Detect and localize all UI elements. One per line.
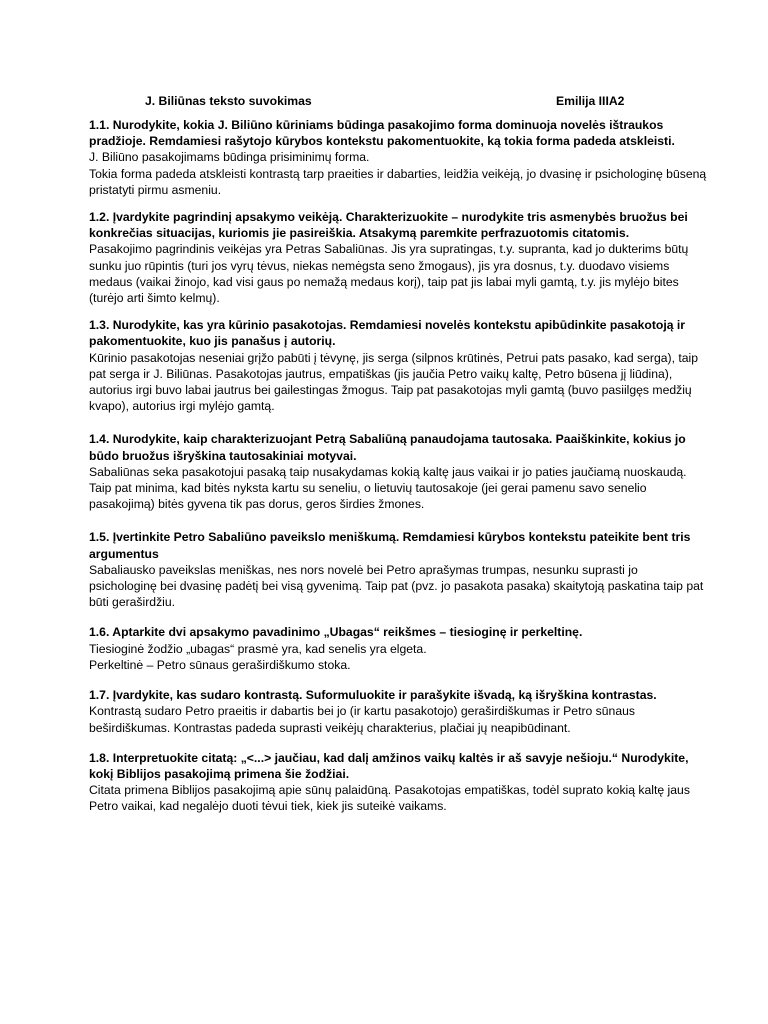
question-block-1-7	[89, 687, 708, 736]
answer-text: Perkeltinė – Petro sūnaus geraširdiškumo stoka.	[89, 657, 351, 672]
question-text: 1.3. Nurodykite, kas yra kūrinio pasakotojas. Remdamiesi novelės kontekstu apibūdinkite pasakotoją ir pakomentuokite, kuo jis panašus į autorių.	[89, 318, 686, 349]
question-text: 1.2. Įvardykite pagrindinį apsakymo veikėją. Charakterizuokite – nurodykite tris asmenybės bruožus bei konkrečias situacijas, kuriomis jie pasireiškia. Atsakymą paremkite perfrazuotomis citatomis.	[89, 210, 688, 241]
question-block-1-2	[89, 209, 708, 306]
question-block-1-1	[89, 117, 708, 198]
answer-text: Kontrastą sudaro Petro praeitis ir dabartis bei jo (ir kartu pasakotojo) geraširdiškumas ir Petro sūnaus beširdiškumas. Kontrastas padeda suprasti veikėjų charakterius, plačiai jų neapibūdinant.	[89, 704, 635, 735]
question-block-1-8	[89, 750, 708, 815]
question-text: 1.6. Aptarkite dvi apsakymo pavadinimo „Ubagas“ reikšmes – tiesioginę ir perkeltinę.	[89, 625, 583, 640]
answer-text: Tokia forma padeda atskleisti kontrastą tarp praeities ir dabarties, leidžia veikėją, jo dvasinę ir psichologinę būseną pristatyti pirmu asmeniu.	[89, 166, 707, 197]
answer-text: Kūrinio pasakotojas neseniai grįžo pabūti į tėvynę, jis serga (silpnos krūtinės, Petrui pats pasako, kad serga), taip pat serga ir J. Biliūnas. Pasakotojas jautrus, empatiškas (jis jaučia Petro vaikų kaltę, Petro būsena jį liūdina), autorius irgi buvo labai jautrus bei gailestingas žmogus. Taip pat pasakotojas myli gamtą (buvo pasiilgęs medžių kvapo), autorius irgi mylėjo gamtą.	[89, 350, 699, 414]
question-block-1-3	[89, 317, 708, 414]
question-block-1-6	[89, 624, 708, 673]
answer-text: Sabaliūnas seka pasakotojui pasaką taip nusakydamas kokią kaltę jaus vaikai ir jo paties jaučiamą nuoskaudą. Taip pat minima, kad bitės nyksta kartu su seneliu, o lietuvių tautosakoje (jei gerai pamenu savo senelio pasakojimą) bitės gyvena tik pas dorus, geros širdies žmones.	[89, 464, 687, 512]
answer-text: Pasakojimo pagrindinis veikėjas yra Petras Sabaliūnas. Jis yra supratingas, t.y. supranta, kad jo dukterims būtų sunku juo rūpintis (turi jos vyrų tėvus, niekas nemėgsta seno žmogaus), jis yra dosnus, t.y. duodavo visiems medaus (vaikai žinojo, kad visi gaus po nemažą medaus korį), taip pat jis labai myli gamtą, t.y. jis mylėjo bites (turėjo arti šimto kelmų).	[89, 242, 689, 306]
question-text: 1.5. Įvertinkite Petro Sabaliūno paveikslo meniškumą. Remdamiesi kūrybos kontekstu pateikite bent tris argumentus	[89, 530, 691, 561]
answer-text: Tiesioginė žodžio „ubagas“ prasmė yra, kad senelis yra elgeta.	[89, 641, 427, 656]
question-block-1-4	[89, 431, 708, 512]
question-text: 1.4. Nurodykite, kaip charakterizuojant Petrą Sabaliūną panaudojama tautosaka. Paaiškinkite, kokius jo būdo bruožus išryškina tautosakiniai motyvai.	[89, 432, 686, 463]
question-block-1-5	[89, 529, 708, 610]
question-text: 1.7. Įvardykite, kas sudaro kontrastą. Suformuluokite ir parašykite išvadą, ką išryškina kontrastas.	[89, 688, 657, 703]
author-name: Emilija IIIA2	[556, 94, 625, 108]
document-header	[89, 94, 708, 114]
answer-text: J. Biliūno pasakojimams būdinga prisiminimų forma.	[89, 150, 370, 165]
answer-text: Citata primena Biblijos pasakojimą apie sūnų palaidūną. Pasakotojas empatiškas, todėl suprato kokią kaltę jaus Petro vaikai, kad negalėjo duoti tėvui tiek, kiek jis suteikė vaikams.	[89, 783, 690, 814]
answer-text: Sabaliausko paveikslas meniškas, nes nors novelė bei Petro aprašymas trumpas, nesunku suprasti jo psichologinę bei dvasinę padėtį bei visą gyvenimą. Taip pat (pvz. jo pasakota pasaka) skaitytoją paskatina taip pat būti geraširdžiu.	[89, 562, 704, 610]
question-text: 1.1. Nurodykite, kokia J. Biliūno kūriniams būdinga pasakojimo forma dominuoja novelės ištraukos pradžioje. Remdamiesi rašytojo kūrybos kontekstu pakomentuokite, ką tokia forma padeda atskleisti.	[89, 118, 675, 149]
question-text: 1.8. Interpretuokite citatą: „<...> jaučiau, kad dalį amžinos vaikų kaltės ir aš savyje nešioju.“ Nurodykite, kokį Biblijos pasakojimą primena šie žodžiai.	[89, 750, 689, 781]
document-title: J. Biliūnas teksto suvokimas	[145, 94, 312, 108]
